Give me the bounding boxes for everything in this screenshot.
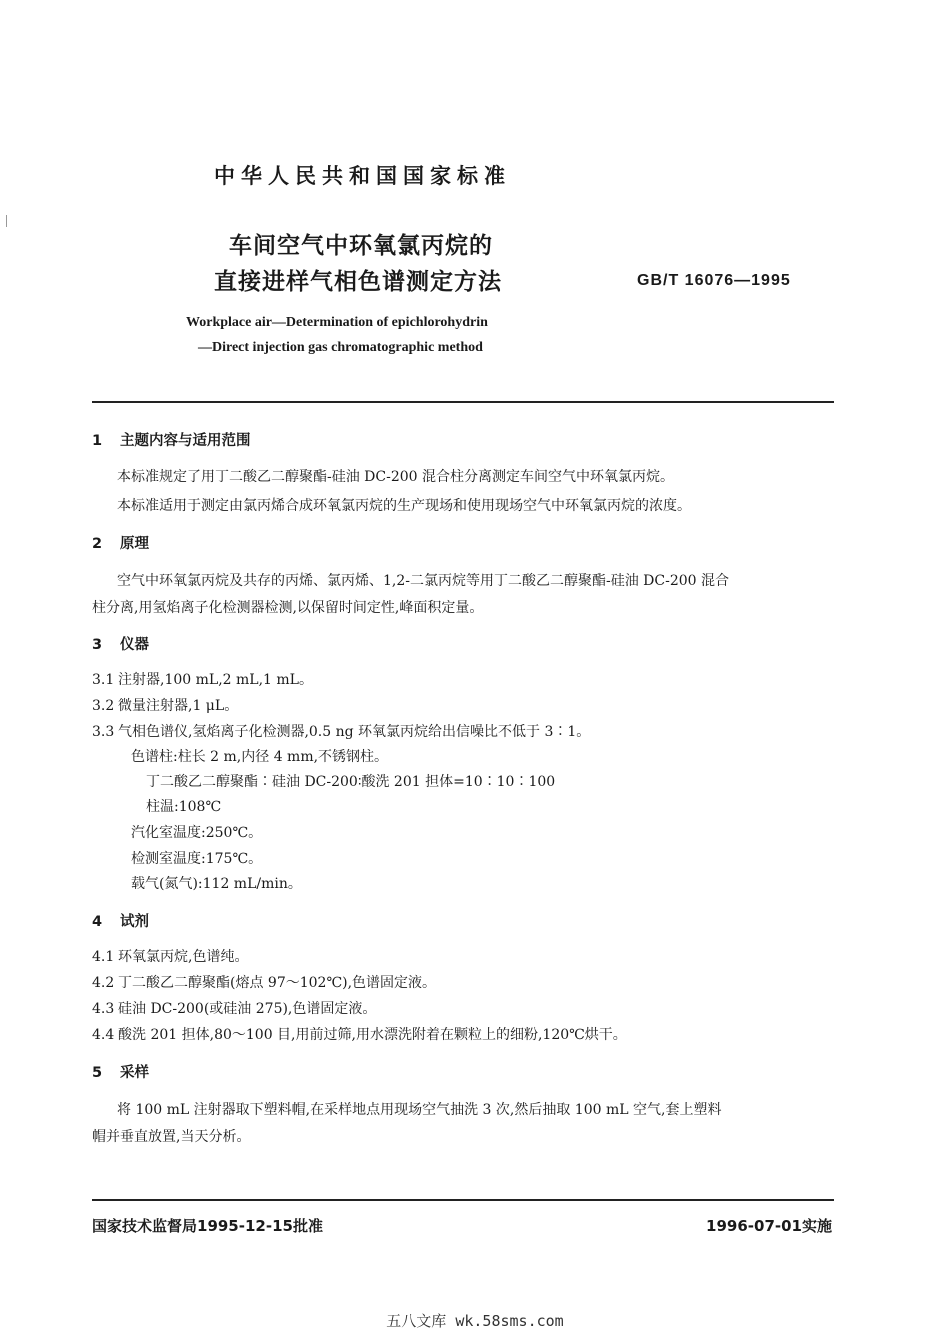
item-number: 4.3 <box>92 1001 115 1017</box>
detector-temperature: 检测室温度:175℃。 <box>131 851 263 867</box>
section-3-heading <box>92 633 149 654</box>
section-number: 4 <box>92 914 103 930</box>
list-item <box>92 946 248 966</box>
item-number: 3.2 <box>92 698 115 714</box>
item-number: 3.3 <box>92 724 115 740</box>
list-item <box>92 695 238 715</box>
section-5-heading <box>92 1061 149 1082</box>
section-1-paragraph-1: 本标准规定了用丁二酸乙二醇聚酯-硅油 DC-200 混合柱分离测定车间空气中环氧氯丙烷。 <box>117 469 675 485</box>
item-text: 硅油 DC-200(或硅油 275),色谱固定液。 <box>118 1001 377 1017</box>
section-title: 原理 <box>120 536 149 552</box>
column-spec: 色谱柱:柱长 2 m,内径 4 mm,不锈钢柱。 <box>131 749 389 765</box>
effective-date: 1996-07-01实施 <box>706 1217 832 1235</box>
section-5-paragraph-line-2: 帽并垂直放置,当天分析。 <box>92 1129 251 1145</box>
section-2-heading <box>92 532 149 553</box>
item-number: 3.1 <box>92 672 115 688</box>
vaporizer-temperature: 汽化室温度:250℃。 <box>131 825 263 841</box>
title-line-2: 直接进样气相色谱测定方法 <box>214 269 502 295</box>
item-text: 气相色谱仪,氢焰离子化检测器,0.5 ng 环氧氯丙烷给出信噪比不低于 3∶1。 <box>118 724 591 740</box>
item-text: 注射器,100 mL,2 mL,1 mL。 <box>118 672 313 688</box>
item-text: 环氧氯丙烷,色谱纯。 <box>118 949 249 965</box>
list-item <box>92 972 436 992</box>
item-number: 4.4 <box>92 1027 115 1043</box>
item-text: 丁二酸乙二醇聚酯(熔点 97～102℃),色谱固定液。 <box>118 975 437 991</box>
bottom-divider <box>92 1199 834 1201</box>
standard-number: GB/T 16076—1995 <box>637 272 791 289</box>
item-text: 酸洗 201 担体,80～100 目,用前过筛,用水漂洗附着在颗粒上的细粉,120℃烘干。 <box>118 1027 627 1043</box>
column-temperature: 柱温:108℃ <box>146 799 222 815</box>
title-line-1: 车间空气中环氧氯丙烷的 <box>229 233 493 259</box>
section-number: 5 <box>92 1065 103 1081</box>
section-title: 采样 <box>120 1065 149 1081</box>
section-5-paragraph-line-1: 将 100 mL 注射器取下塑料帽,在采样地点用现场空气抽洗 3 次,然后抽取 100 mL 空气,套上塑料 <box>117 1102 722 1118</box>
section-number: 3 <box>92 637 103 653</box>
english-title-line-1: Workplace air—Determination of epichlorohydrin <box>186 315 488 330</box>
scan-mark <box>6 215 7 227</box>
watermark: 五八文库 wk.58sms.com <box>386 1312 564 1330</box>
section-4-heading <box>92 910 149 931</box>
section-2-paragraph-line-1: 空气中环氧氯丙烷及共存的丙烯、氯丙烯、1,2-二氯丙烷等用丁二酸乙二醇聚酯-硅油 DC-200 混合 <box>117 573 730 589</box>
national-standard-heading: 中华人民共和国国家标准 <box>214 164 511 188</box>
item-text: 微量注射器,1 μL。 <box>118 698 239 714</box>
section-number: 1 <box>92 433 103 449</box>
list-item <box>92 721 590 741</box>
top-divider <box>92 401 834 403</box>
item-number: 4.2 <box>92 975 115 991</box>
english-title-line-2: —Direct injection gas chromatographic method <box>198 340 483 355</box>
section-number: 2 <box>92 536 103 552</box>
list-item <box>92 669 313 689</box>
section-title: 主题内容与适用范围 <box>120 433 251 449</box>
section-1-paragraph-2: 本标准适用于测定由氯丙烯合成环氧氯丙烷的生产现场和使用现场空气中环氧氯丙烷的浓度。 <box>117 498 691 514</box>
item-number: 4.1 <box>92 949 115 965</box>
approval-line: 国家技术监督局1995-12-15批准 <box>92 1217 323 1235</box>
section-1-heading <box>92 429 251 450</box>
section-title: 试剂 <box>120 914 149 930</box>
list-item <box>92 998 376 1018</box>
section-2-paragraph-line-2: 柱分离,用氢焰离子化检测器检测,以保留时间定性,峰面积定量。 <box>92 600 484 616</box>
carrier-gas: 载气(氮气):112 mL/min。 <box>131 876 302 892</box>
list-item <box>92 1024 627 1044</box>
section-title: 仪器 <box>120 637 149 653</box>
column-packing: 丁二酸乙二醇聚酯∶硅油 DC-200∶酸洗 201 担体=10∶10∶100 <box>146 774 556 790</box>
